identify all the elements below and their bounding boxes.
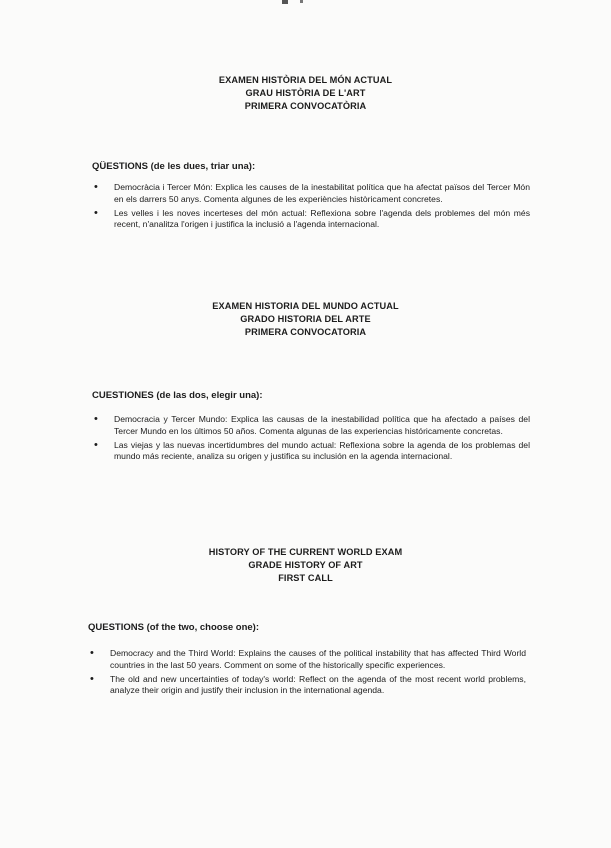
catalan-question-2 <box>92 208 530 232</box>
catalan-question-1-text: Democràcia i Tercer Món: Explica les causes de la inestabilitat política que ha afectat països del Tercer Món en els darrers 50 anys. Comenta algunes de les experiències històricament concretes. <box>114 182 530 204</box>
spanish-heading <box>0 300 611 339</box>
english-question-list <box>88 648 526 699</box>
bullet-icon: • <box>94 413 98 425</box>
spanish-questions-title: CUESTIONES (de las dos, elegir una): <box>92 390 263 401</box>
spanish-question-1-text: Democracia y Tercer Mundo: Explica las causas de la inestabilidad política que ha afectado a países del Tercer Mundo en los últimos 50 años. Comenta algunas de las experiencias históricamente concretas. <box>114 414 530 436</box>
bullet-icon: • <box>90 672 94 685</box>
scan-artifact-mark <box>260 0 330 6</box>
english-question-1-text: Democracy and the Third World: Explains the causes of the political instability that has affected Third World countries in the last 50 years. Comment on some of the historically specific experiences. <box>110 648 526 670</box>
spanish-question-2-text: Las viejas y las nuevas incertidumbres del mundo actual: Reflexiona sobre la agenda de los problemas del mundo más reciente, analiza su origen y justifica su inclusión en la agenda internacional. <box>114 439 530 462</box>
spanish-heading-line-2: GRADO HISTORIA DEL ARTE <box>240 314 371 324</box>
bullet-icon: • <box>94 438 98 451</box>
spanish-question-1 <box>92 414 530 438</box>
english-heading <box>0 546 611 585</box>
spanish-heading-line-3: PRIMERA CONVOCATORIA <box>244 327 367 337</box>
english-question-2-text: The old and new uncertainties of today's world: Reflect on the agenda of the most recent world problems, analyze their origin and justify their inclusion in the international agenda. <box>110 673 526 696</box>
english-heading-line-3: FIRST CALL <box>278 573 333 583</box>
catalan-question-2-text: Les velles i les noves incerteses del món actual: Reflexiona sobre l'agenda dels problemes del món més recent, n'analitza l'origen i justifica la inclusió a l'agenda internacional. <box>114 207 530 230</box>
english-question-2 <box>88 674 526 698</box>
catalan-heading <box>0 74 611 113</box>
english-heading-line-2: GRADE HISTORY OF ART <box>248 560 363 570</box>
bullet-icon: • <box>94 206 98 219</box>
catalan-heading-line-2: GRAU HISTÒRIA DE L'ART <box>245 88 366 98</box>
spanish-heading-line-1: EXAMEN HISTORIA DEL MUNDO ACTUAL <box>212 301 399 311</box>
catalan-question-1 <box>92 182 530 206</box>
catalan-heading-line-1: EXAMEN HISTÒRIA DEL MÓN ACTUAL <box>218 75 393 85</box>
spanish-question-list <box>92 414 530 465</box>
bullet-icon: • <box>90 647 94 659</box>
bullet-icon: • <box>94 181 98 193</box>
catalan-questions-title: QÜESTIONS (de les dues, triar una): <box>92 161 256 172</box>
catalan-question-list <box>92 182 530 233</box>
spanish-question-2 <box>92 440 530 464</box>
english-question-1 <box>88 648 526 672</box>
catalan-heading-line-3: PRIMERA CONVOCATÒRIA <box>244 101 367 111</box>
english-heading-line-1: HISTORY OF THE CURRENT WORLD EXAM <box>208 547 403 557</box>
english-questions-title: QUESTIONS (of the two, choose one): <box>88 622 259 633</box>
